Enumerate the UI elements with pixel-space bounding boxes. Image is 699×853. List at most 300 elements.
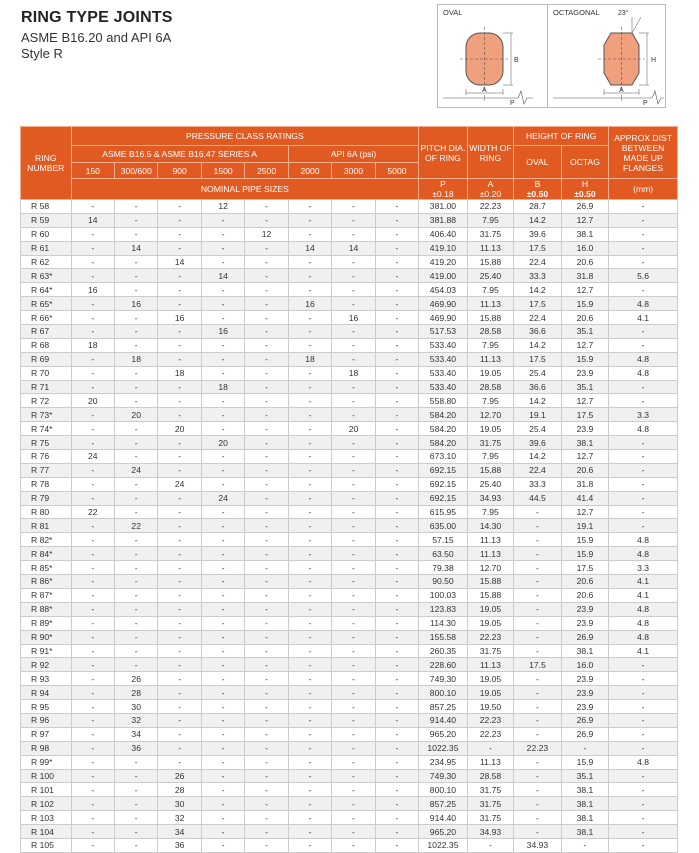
table-row	[21, 727, 678, 741]
table-cell: -	[332, 630, 375, 644]
table-cell: -	[288, 602, 331, 616]
table-cell: 20	[114, 408, 157, 422]
table-cell: -	[71, 713, 114, 727]
table-cell: 28	[158, 783, 201, 797]
table-cell: -	[375, 352, 419, 366]
table-cell: -	[114, 436, 157, 450]
dist-unit-header: (mm)	[609, 179, 678, 200]
table-cell: 18	[332, 366, 375, 380]
table-cell: -	[375, 588, 419, 602]
table-cell: 14.30	[467, 519, 513, 533]
table-cell: -	[245, 200, 288, 214]
table-cell: -	[158, 630, 201, 644]
api-class-header: 5000	[375, 163, 419, 179]
ring-number-cell: R 82*	[21, 533, 72, 547]
table-cell: 26.9	[561, 713, 609, 727]
table-cell: 33.3	[514, 269, 562, 283]
table-cell: -	[71, 311, 114, 325]
octag-header: OCTAG	[561, 146, 609, 179]
octag-sym-header	[561, 179, 609, 200]
table-cell: -	[158, 575, 201, 589]
table-cell: 123.83	[419, 602, 468, 616]
table-cell: -	[245, 213, 288, 227]
table-cell: -	[245, 352, 288, 366]
table-cell: -	[514, 713, 562, 727]
table-cell: -	[71, 436, 114, 450]
table-cell: -	[375, 408, 419, 422]
table-cell: -	[375, 630, 419, 644]
page-title: RING TYPE JOINTS	[21, 9, 173, 26]
table-cell: -	[561, 838, 609, 852]
table-cell: -	[201, 311, 244, 325]
table-cell: -	[375, 269, 419, 283]
table-cell: -	[201, 644, 244, 658]
table-cell: -	[288, 616, 331, 630]
table-cell: -	[375, 769, 419, 783]
table-cell: -	[375, 519, 419, 533]
table-cell: 692.15	[419, 463, 468, 477]
table-cell: 12.7	[561, 450, 609, 464]
table-cell: 19.05	[467, 422, 513, 436]
table-cell: -	[71, 783, 114, 797]
table-cell: 4.1	[609, 588, 678, 602]
table-cell: -	[609, 255, 678, 269]
octagonal-ring-drawing	[548, 5, 665, 107]
ring-number-cell: R 78	[21, 477, 72, 491]
width-tolerance: ±0.20	[479, 189, 502, 199]
table-cell: -	[71, 741, 114, 755]
asme-header: ASME B16.5 & ASME B16.47 SERIES A	[71, 146, 288, 163]
ring-number-cell: R 84*	[21, 547, 72, 561]
table-cell: 18	[71, 338, 114, 352]
table-cell: 24	[158, 477, 201, 491]
table-cell: -	[332, 394, 375, 408]
table-cell: -	[245, 686, 288, 700]
table-cell: -	[158, 658, 201, 672]
table-cell: 15.9	[561, 547, 609, 561]
table-cell: 11.13	[467, 241, 513, 255]
table-cell: -	[245, 519, 288, 533]
table-cell: -	[288, 422, 331, 436]
table-cell: -	[71, 561, 114, 575]
table-cell: 12.7	[561, 394, 609, 408]
table-cell: 4.8	[609, 352, 678, 366]
ring-number-cell: R 64*	[21, 283, 72, 297]
ring-number-cell: R 65*	[21, 297, 72, 311]
table-cell: 114.30	[419, 616, 468, 630]
table-cell: 12.7	[561, 505, 609, 519]
table-cell: -	[514, 825, 562, 839]
table-cell: -	[114, 811, 157, 825]
table-cell: -	[332, 227, 375, 241]
table-cell: 90.50	[419, 575, 468, 589]
table-row	[21, 533, 678, 547]
table-cell: -	[514, 700, 562, 714]
table-cell: 19.05	[467, 602, 513, 616]
table-cell: -	[245, 436, 288, 450]
ring-number-cell: R 104	[21, 825, 72, 839]
api-class-header: 3000	[332, 163, 375, 179]
table-cell: -	[375, 213, 419, 227]
table-cell: -	[288, 519, 331, 533]
table-cell: 31.75	[467, 644, 513, 658]
table-cell: -	[288, 644, 331, 658]
table-cell: 24	[201, 491, 244, 505]
table-cell: 28	[114, 686, 157, 700]
octag-tolerance: ±0.50	[574, 189, 596, 199]
table-row	[21, 588, 678, 602]
table-cell: -	[158, 297, 201, 311]
ring-number-cell: R 69	[21, 352, 72, 366]
ring-number-cell: R 61	[21, 241, 72, 255]
ring-number-cell: R 60	[21, 227, 72, 241]
table-body	[21, 200, 678, 853]
table-cell: 14	[332, 241, 375, 255]
table-cell: -	[609, 213, 678, 227]
table-cell: 26	[158, 769, 201, 783]
table-cell: -	[158, 547, 201, 561]
table-cell: 18	[158, 366, 201, 380]
table-cell: -	[332, 575, 375, 589]
table-cell: -	[332, 269, 375, 283]
ring-number-cell: R 89*	[21, 616, 72, 630]
table-cell: -	[514, 533, 562, 547]
ring-number-cell: R 93	[21, 672, 72, 686]
table-cell: -	[71, 422, 114, 436]
table-cell: -	[288, 838, 331, 852]
table-cell: -	[375, 686, 419, 700]
table-cell: -	[245, 241, 288, 255]
table-row	[21, 755, 678, 769]
table-cell: -	[609, 838, 678, 852]
table-row	[21, 519, 678, 533]
table-cell: -	[609, 811, 678, 825]
table-cell: 4.1	[609, 644, 678, 658]
table-cell: -	[514, 644, 562, 658]
table-cell: -	[288, 783, 331, 797]
table-cell: -	[288, 741, 331, 755]
octagonal-angle-label: 23°	[618, 10, 629, 17]
table-cell: -	[201, 227, 244, 241]
ring-number-cell: R 68	[21, 338, 72, 352]
table-cell: -	[114, 227, 157, 241]
table-cell: -	[288, 227, 331, 241]
table-cell: -	[375, 491, 419, 505]
table-row	[21, 769, 678, 783]
table-cell: -	[114, 338, 157, 352]
table-cell: 31.8	[561, 477, 609, 491]
table-cell: -	[71, 366, 114, 380]
table-cell: 20.6	[561, 463, 609, 477]
table-cell: 4.8	[609, 630, 678, 644]
ring-number-cell: R 70	[21, 366, 72, 380]
table-cell: 26.9	[561, 630, 609, 644]
table-cell: -	[71, 533, 114, 547]
table-cell: -	[201, 366, 244, 380]
table-cell: 17.5	[561, 561, 609, 575]
table-cell: -	[201, 547, 244, 561]
table-cell: -	[245, 838, 288, 852]
table-cell: -	[114, 797, 157, 811]
table-cell: 38.1	[561, 644, 609, 658]
table-cell: 22	[71, 505, 114, 519]
table-cell: 28.58	[467, 380, 513, 394]
table-cell: -	[375, 672, 419, 686]
table-cell: -	[375, 450, 419, 464]
table-row	[21, 825, 678, 839]
table-cell: -	[201, 588, 244, 602]
table-cell: -	[375, 200, 419, 214]
table-cell: 1022.35	[419, 741, 468, 755]
table-cell: 32	[114, 713, 157, 727]
table-cell: -	[288, 283, 331, 297]
table-cell: -	[158, 450, 201, 464]
table-cell: 3.3	[609, 408, 678, 422]
table-cell: 11.13	[467, 352, 513, 366]
table-cell: -	[245, 561, 288, 575]
table-row	[21, 408, 678, 422]
table-cell: -	[158, 213, 201, 227]
table-row	[21, 547, 678, 561]
table-cell: -	[71, 463, 114, 477]
table-cell: -	[71, 408, 114, 422]
asme-class-header: 900	[158, 163, 201, 179]
oval-sym-header	[514, 179, 562, 200]
table-cell: -	[201, 672, 244, 686]
table-cell: -	[288, 269, 331, 283]
table-cell: 17.5	[514, 241, 562, 255]
table-cell: 584.20	[419, 408, 468, 422]
table-cell: -	[201, 797, 244, 811]
table-cell: -	[245, 755, 288, 769]
table-cell: -	[288, 672, 331, 686]
table-cell: -	[201, 838, 244, 852]
pressure-class-header: PRESSURE CLASS RATINGS	[71, 127, 419, 146]
table-row	[21, 269, 678, 283]
table-row	[21, 227, 678, 241]
table-cell: 22.23	[467, 713, 513, 727]
api-header: API 6A (psi)	[288, 146, 418, 163]
width-sym-header	[467, 179, 513, 200]
table-cell: -	[114, 505, 157, 519]
table-cell: -	[609, 283, 678, 297]
table-cell: -	[201, 394, 244, 408]
table-row	[21, 700, 678, 714]
table-cell: -	[158, 727, 201, 741]
table-cell: -	[245, 491, 288, 505]
table-cell: 4.8	[609, 533, 678, 547]
table-cell: -	[158, 741, 201, 755]
table-cell: 15.9	[561, 755, 609, 769]
table-cell: 419.00	[419, 269, 468, 283]
table-cell: 635.00	[419, 519, 468, 533]
table-cell: -	[609, 727, 678, 741]
table-cell: -	[288, 338, 331, 352]
table-cell: 17.5	[514, 658, 562, 672]
table-cell: -	[114, 616, 157, 630]
table-cell: 20.6	[561, 588, 609, 602]
table-cell: 800.10	[419, 686, 468, 700]
table-cell: 16	[332, 311, 375, 325]
table-cell: -	[158, 269, 201, 283]
table-cell: -	[71, 227, 114, 241]
table-cell: -	[158, 505, 201, 519]
table-cell: -	[609, 686, 678, 700]
table-cell: -	[332, 297, 375, 311]
table-cell: -	[245, 588, 288, 602]
table-row	[21, 741, 678, 755]
table-cell: -	[609, 325, 678, 339]
table-cell: 22.23	[514, 741, 562, 755]
table-cell: -	[375, 338, 419, 352]
table-cell: 19.05	[467, 672, 513, 686]
table-cell: 19.05	[467, 616, 513, 630]
table-cell: -	[158, 533, 201, 547]
table-cell: -	[158, 463, 201, 477]
table-cell: -	[467, 838, 513, 852]
table-cell: 36.6	[514, 380, 562, 394]
table-cell: -	[332, 755, 375, 769]
table-cell: -	[71, 838, 114, 852]
table-cell: -	[288, 505, 331, 519]
table-cell: 20.6	[561, 255, 609, 269]
ring-number-cell: R 86*	[21, 575, 72, 589]
table-cell: 419.20	[419, 255, 468, 269]
table-cell: -	[375, 366, 419, 380]
table-cell: -	[114, 255, 157, 269]
table-cell: 22.23	[467, 727, 513, 741]
table-cell: -	[158, 602, 201, 616]
table-cell: 35.1	[561, 769, 609, 783]
table-cell: 25.40	[467, 269, 513, 283]
table-cell: 18	[201, 380, 244, 394]
table-cell: -	[288, 366, 331, 380]
table-cell: 7.95	[467, 338, 513, 352]
table-cell: 38.1	[561, 811, 609, 825]
octagonal-p-label: P	[643, 100, 648, 107]
table-cell: -	[609, 463, 678, 477]
table-cell: -	[288, 686, 331, 700]
ring-number-cell: R 105	[21, 838, 72, 852]
table-cell: -	[375, 727, 419, 741]
table-cell: -	[158, 700, 201, 714]
table-cell: 533.40	[419, 352, 468, 366]
table-cell: -	[332, 255, 375, 269]
table-cell: 517.53	[419, 325, 468, 339]
table-cell: 15.88	[467, 255, 513, 269]
octagonal-a-label: A	[619, 87, 624, 94]
table-cell: 469.90	[419, 297, 468, 311]
table-row	[21, 422, 678, 436]
table-cell: 19.1	[514, 408, 562, 422]
table-cell: 15.88	[467, 588, 513, 602]
oval-header: OVAL	[514, 146, 562, 179]
table-cell: -	[514, 575, 562, 589]
oval-ring-diagram	[437, 4, 556, 108]
table-cell: 22.4	[514, 463, 562, 477]
table-cell: -	[158, 325, 201, 339]
table-cell: 20.6	[561, 575, 609, 589]
table-cell: -	[245, 366, 288, 380]
table-cell: -	[332, 519, 375, 533]
table-cell: -	[288, 255, 331, 269]
octagonal-diagram-label: OCTAGONAL	[553, 8, 600, 17]
table-cell: 18	[114, 352, 157, 366]
table-cell: 469.90	[419, 311, 468, 325]
ring-number-cell: R 58	[21, 200, 72, 214]
table-cell: 63.50	[419, 547, 468, 561]
table-cell: -	[201, 477, 244, 491]
table-row	[21, 686, 678, 700]
table-cell: -	[514, 811, 562, 825]
table-cell: -	[288, 463, 331, 477]
table-cell: -	[114, 533, 157, 547]
table-cell: 19.50	[467, 700, 513, 714]
table-cell: 28.58	[467, 769, 513, 783]
table-cell: -	[245, 297, 288, 311]
table-cell: -	[245, 811, 288, 825]
table-cell: -	[375, 644, 419, 658]
table-cell: 12.70	[467, 408, 513, 422]
table-cell: 15.88	[467, 311, 513, 325]
ring-number-header: RING NUMBER	[21, 127, 72, 200]
table-cell: -	[158, 394, 201, 408]
table-cell: 16	[288, 297, 331, 311]
table-cell: -	[609, 672, 678, 686]
table-row	[21, 797, 678, 811]
table-cell: -	[332, 547, 375, 561]
table-cell: -	[514, 783, 562, 797]
table-cell: -	[114, 755, 157, 769]
dist-header: APPROX DIST BETWEEN MADE UP FLANGES	[609, 127, 678, 179]
table-cell: -	[375, 463, 419, 477]
table-cell: 4.1	[609, 575, 678, 589]
table-cell: -	[332, 200, 375, 214]
table-cell: -	[158, 561, 201, 575]
table-cell: -	[375, 783, 419, 797]
table-cell: 23.9	[561, 366, 609, 380]
table-cell: -	[288, 630, 331, 644]
table-cell: -	[201, 630, 244, 644]
table-cell: -	[245, 311, 288, 325]
table-cell: 14.2	[514, 283, 562, 297]
table-cell: -	[514, 686, 562, 700]
table-row	[21, 394, 678, 408]
table-cell: 12.7	[561, 213, 609, 227]
ring-number-cell: R 98	[21, 741, 72, 755]
table-cell: 584.20	[419, 436, 468, 450]
table-row	[21, 213, 678, 227]
table-cell: -	[71, 644, 114, 658]
table-cell: -	[514, 505, 562, 519]
table-cell: 32	[158, 811, 201, 825]
table-cell: 23.9	[561, 616, 609, 630]
table-cell: -	[332, 436, 375, 450]
table-cell: 34.93	[467, 825, 513, 839]
table-cell: -	[245, 741, 288, 755]
table-cell: -	[288, 394, 331, 408]
table-cell: -	[332, 825, 375, 839]
table-cell: 15.88	[467, 575, 513, 589]
ring-number-cell: R 59	[21, 213, 72, 227]
table-cell: -	[375, 436, 419, 450]
table-cell: 20	[158, 422, 201, 436]
table-cell: -	[288, 713, 331, 727]
table-cell: -	[609, 825, 678, 839]
pitch-dia-header: PITCH DIA. OF RING	[419, 127, 468, 179]
pitch-tolerance: ±0.18	[432, 189, 454, 199]
table-cell: -	[288, 533, 331, 547]
